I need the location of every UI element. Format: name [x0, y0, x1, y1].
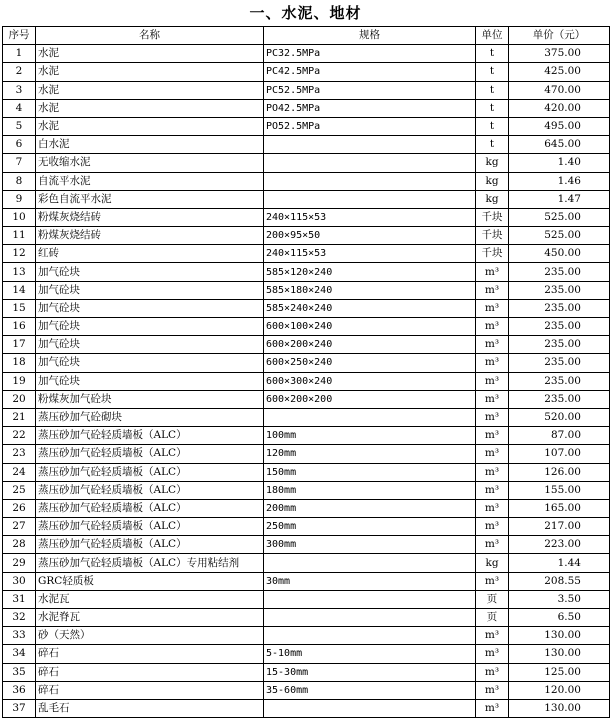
- price-table: [2, 26, 610, 718]
- cell-spec: 585×120×240: [264, 263, 476, 281]
- table-row: [3, 63, 610, 81]
- cell-unit: t: [476, 136, 509, 154]
- cell-unit: m³: [476, 372, 509, 390]
- cell-unit: m³: [476, 536, 509, 554]
- cell-spec: [264, 609, 476, 627]
- cell-name: 水泥: [36, 63, 264, 81]
- cell-name: 水泥: [36, 117, 264, 135]
- cell-spec: PC52.5MPa: [264, 81, 476, 99]
- cell-price: 155.00: [509, 481, 610, 499]
- table-row: [3, 590, 610, 608]
- cell-spec: 100mm: [264, 427, 476, 445]
- cell-unit: 千块: [476, 227, 509, 245]
- cell-index: 7: [3, 154, 36, 172]
- cell-unit: 页: [476, 609, 509, 627]
- cell-name: GRC轻质板: [36, 572, 264, 590]
- cell-spec: 600×200×200: [264, 390, 476, 408]
- cell-price: 120.00: [509, 681, 610, 699]
- cell-name: 粉煤灰烧结砖: [36, 208, 264, 226]
- cell-name: 无收缩水泥: [36, 154, 264, 172]
- cell-unit: kg: [476, 172, 509, 190]
- cell-unit: kg: [476, 190, 509, 208]
- cell-spec: 300mm: [264, 536, 476, 554]
- cell-name: 蒸压砂加气砼轻质墙板（ALC）专用粘结剂: [36, 554, 264, 572]
- header-spec: 规格: [264, 27, 476, 45]
- cell-spec: PC32.5MPa: [264, 45, 476, 63]
- table-row: [3, 554, 610, 572]
- cell-unit: m³: [476, 354, 509, 372]
- cell-unit: m³: [476, 681, 509, 699]
- cell-name: 白水泥: [36, 136, 264, 154]
- cell-name: 粉煤灰加气砼块: [36, 390, 264, 408]
- cell-spec: 200mm: [264, 499, 476, 517]
- cell-price: 217.00: [509, 518, 610, 536]
- cell-unit: m³: [476, 318, 509, 336]
- cell-name: 加气砼块: [36, 372, 264, 390]
- cell-unit: t: [476, 63, 509, 81]
- table-row: [3, 609, 610, 627]
- header-unit: 单位: [476, 27, 509, 45]
- cell-index: 9: [3, 190, 36, 208]
- cell-index: 22: [3, 427, 36, 445]
- cell-price: 1.47: [509, 190, 610, 208]
- cell-price: 520.00: [509, 408, 610, 426]
- table-row: [3, 681, 610, 699]
- cell-price: 165.00: [509, 499, 610, 517]
- cell-name: 加气砼块: [36, 354, 264, 372]
- cell-name: 蒸压砂加气砼轻质墙板（ALC）: [36, 536, 264, 554]
- cell-name: 碎石: [36, 681, 264, 699]
- cell-name: 水泥: [36, 99, 264, 117]
- table-row: [3, 518, 610, 536]
- cell-spec: [264, 190, 476, 208]
- cell-price: 6.50: [509, 609, 610, 627]
- cell-price: 1.40: [509, 154, 610, 172]
- table-row: [3, 645, 610, 663]
- table-row: [3, 354, 610, 372]
- cell-index: 34: [3, 645, 36, 663]
- cell-spec: [264, 154, 476, 172]
- cell-price: 130.00: [509, 645, 610, 663]
- cell-spec: 600×100×240: [264, 318, 476, 336]
- cell-unit: 千块: [476, 208, 509, 226]
- cell-index: 3: [3, 81, 36, 99]
- cell-name: 蒸压砂加气砼轻质墙板（ALC）: [36, 427, 264, 445]
- cell-price: 420.00: [509, 99, 610, 117]
- cell-unit: m³: [476, 281, 509, 299]
- table-row: [3, 299, 610, 317]
- cell-price: 107.00: [509, 445, 610, 463]
- cell-name: 加气砼块: [36, 263, 264, 281]
- cell-unit: t: [476, 99, 509, 117]
- cell-name: 蒸压砂加气砼砌块: [36, 408, 264, 426]
- cell-unit: m³: [476, 263, 509, 281]
- table-row: [3, 499, 610, 517]
- cell-name: 红砖: [36, 245, 264, 263]
- cell-unit: m³: [476, 463, 509, 481]
- cell-index: 19: [3, 372, 36, 390]
- table-row: [3, 390, 610, 408]
- cell-index: 4: [3, 99, 36, 117]
- cell-spec: [264, 627, 476, 645]
- table-row: [3, 699, 610, 717]
- cell-unit: m³: [476, 481, 509, 499]
- cell-price: 235.00: [509, 281, 610, 299]
- cell-unit: 页: [476, 590, 509, 608]
- cell-unit: m³: [476, 663, 509, 681]
- cell-name: 自流平水泥: [36, 172, 264, 190]
- cell-index: 6: [3, 136, 36, 154]
- cell-index: 12: [3, 245, 36, 263]
- table-row: [3, 318, 610, 336]
- cell-spec: 250mm: [264, 518, 476, 536]
- cell-index: 28: [3, 536, 36, 554]
- cell-index: 15: [3, 299, 36, 317]
- cell-name: 加气砼块: [36, 318, 264, 336]
- cell-name: 水泥瓦: [36, 590, 264, 608]
- cell-spec: 240×115×53: [264, 245, 476, 263]
- cell-spec: 240×115×53: [264, 208, 476, 226]
- cell-spec: [264, 699, 476, 717]
- cell-price: 425.00: [509, 63, 610, 81]
- table-row: [3, 136, 610, 154]
- table-row: [3, 481, 610, 499]
- table-row: [3, 663, 610, 681]
- cell-price: 235.00: [509, 354, 610, 372]
- cell-index: 14: [3, 281, 36, 299]
- cell-price: 645.00: [509, 136, 610, 154]
- table-row: [3, 45, 610, 63]
- table-row: [3, 208, 610, 226]
- cell-unit: t: [476, 117, 509, 135]
- cell-unit: 千块: [476, 245, 509, 263]
- cell-price: 130.00: [509, 627, 610, 645]
- cell-unit: m³: [476, 336, 509, 354]
- table-row: [3, 281, 610, 299]
- cell-price: 3.50: [509, 590, 610, 608]
- cell-index: 21: [3, 408, 36, 426]
- cell-spec: [264, 590, 476, 608]
- cell-spec: [264, 408, 476, 426]
- cell-unit: m³: [476, 518, 509, 536]
- cell-spec: 600×200×240: [264, 336, 476, 354]
- table-row: [3, 99, 610, 117]
- table-header-row: [3, 27, 610, 45]
- cell-name: 蒸压砂加气砼轻质墙板（ALC）: [36, 499, 264, 517]
- cell-unit: m³: [476, 645, 509, 663]
- cell-unit: kg: [476, 554, 509, 572]
- cell-index: 25: [3, 481, 36, 499]
- cell-unit: kg: [476, 154, 509, 172]
- cell-name: 加气砼块: [36, 336, 264, 354]
- table-row: [3, 263, 610, 281]
- cell-unit: m³: [476, 299, 509, 317]
- table-row: [3, 572, 610, 590]
- cell-index: 36: [3, 681, 36, 699]
- cell-name: 加气砼块: [36, 281, 264, 299]
- table-row: [3, 117, 610, 135]
- cell-name: 水泥脊瓦: [36, 609, 264, 627]
- page-title: 一、水泥、地材: [249, 4, 362, 22]
- cell-spec: 5-10mm: [264, 645, 476, 663]
- cell-index: 1: [3, 45, 36, 63]
- cell-index: 26: [3, 499, 36, 517]
- table-row: [3, 408, 610, 426]
- cell-price: 495.00: [509, 117, 610, 135]
- cell-spec: PO42.5MPa: [264, 99, 476, 117]
- cell-index: 29: [3, 554, 36, 572]
- cell-name: 蒸压砂加气砼轻质墙板（ALC）: [36, 518, 264, 536]
- cell-index: 16: [3, 318, 36, 336]
- cell-price: 125.00: [509, 663, 610, 681]
- cell-spec: [264, 172, 476, 190]
- cell-price: 450.00: [509, 245, 610, 263]
- cell-name: 碎石: [36, 663, 264, 681]
- cell-index: 35: [3, 663, 36, 681]
- cell-spec: 180mm: [264, 481, 476, 499]
- cell-price: 375.00: [509, 45, 610, 63]
- cell-name: 蒸压砂加气砼轻质墙板（ALC）: [36, 463, 264, 481]
- cell-unit: m³: [476, 627, 509, 645]
- cell-price: 1.44: [509, 554, 610, 572]
- cell-index: 31: [3, 590, 36, 608]
- cell-index: 2: [3, 63, 36, 81]
- cell-spec: 600×300×240: [264, 372, 476, 390]
- cell-index: 10: [3, 208, 36, 226]
- table-row: [3, 154, 610, 172]
- cell-index: 37: [3, 699, 36, 717]
- header-price: 单价（元）: [509, 27, 610, 45]
- cell-index: 32: [3, 609, 36, 627]
- cell-name: 碎石: [36, 645, 264, 663]
- cell-price: 235.00: [509, 318, 610, 336]
- cell-price: 130.00: [509, 699, 610, 717]
- table-row: [3, 190, 610, 208]
- cell-spec: 150mm: [264, 463, 476, 481]
- cell-spec: 585×180×240: [264, 281, 476, 299]
- cell-name: 水泥: [36, 45, 264, 63]
- cell-spec: 120mm: [264, 445, 476, 463]
- cell-unit: m³: [476, 445, 509, 463]
- cell-index: 30: [3, 572, 36, 590]
- cell-spec: PC42.5MPa: [264, 63, 476, 81]
- cell-unit: m³: [476, 499, 509, 517]
- header-index: 序号: [3, 27, 36, 45]
- header-name: 名称: [36, 27, 264, 45]
- table-row: [3, 372, 610, 390]
- table-row: [3, 336, 610, 354]
- cell-unit: m³: [476, 572, 509, 590]
- cell-spec: 15-30mm: [264, 663, 476, 681]
- table-row: [3, 463, 610, 481]
- cell-spec: [264, 136, 476, 154]
- cell-unit: m³: [476, 408, 509, 426]
- cell-price: 223.00: [509, 536, 610, 554]
- cell-price: 525.00: [509, 208, 610, 226]
- cell-unit: m³: [476, 390, 509, 408]
- cell-name: 砂（天然）: [36, 627, 264, 645]
- cell-name: 蒸压砂加气砼轻质墙板（ALC）: [36, 445, 264, 463]
- cell-price: 235.00: [509, 390, 610, 408]
- cell-index: 33: [3, 627, 36, 645]
- cell-name: 蒸压砂加气砼轻质墙板（ALC）: [36, 481, 264, 499]
- cell-unit: t: [476, 45, 509, 63]
- cell-name: 加气砼块: [36, 299, 264, 317]
- cell-index: 5: [3, 117, 36, 135]
- cell-spec: 585×240×240: [264, 299, 476, 317]
- cell-index: 13: [3, 263, 36, 281]
- cell-price: 208.55: [509, 572, 610, 590]
- table-row: [3, 627, 610, 645]
- table-row: [3, 427, 610, 445]
- cell-index: 24: [3, 463, 36, 481]
- cell-index: 8: [3, 172, 36, 190]
- cell-name: 彩色自流平水泥: [36, 190, 264, 208]
- cell-price: 87.00: [509, 427, 610, 445]
- cell-spec: 30mm: [264, 572, 476, 590]
- cell-unit: t: [476, 81, 509, 99]
- cell-price: 1.46: [509, 172, 610, 190]
- cell-price: 235.00: [509, 299, 610, 317]
- cell-price: 235.00: [509, 263, 610, 281]
- cell-spec: [264, 554, 476, 572]
- cell-spec: 35-60mm: [264, 681, 476, 699]
- cell-unit: m³: [476, 427, 509, 445]
- cell-price: 235.00: [509, 372, 610, 390]
- cell-index: 27: [3, 518, 36, 536]
- cell-index: 20: [3, 390, 36, 408]
- cell-price: 126.00: [509, 463, 610, 481]
- table-row: [3, 81, 610, 99]
- cell-spec: PO52.5MPa: [264, 117, 476, 135]
- table-row: [3, 536, 610, 554]
- cell-spec: 600×250×240: [264, 354, 476, 372]
- table-row: [3, 227, 610, 245]
- table-row: [3, 245, 610, 263]
- cell-price: 525.00: [509, 227, 610, 245]
- cell-unit: m³: [476, 699, 509, 717]
- cell-index: 17: [3, 336, 36, 354]
- cell-name: 粉煤灰烧结砖: [36, 227, 264, 245]
- table-row: [3, 172, 610, 190]
- cell-spec: 200×95×50: [264, 227, 476, 245]
- cell-price: 235.00: [509, 336, 610, 354]
- cell-index: 18: [3, 354, 36, 372]
- cell-index: 23: [3, 445, 36, 463]
- table-row: [3, 445, 610, 463]
- cell-name: 乱毛石: [36, 699, 264, 717]
- cell-index: 11: [3, 227, 36, 245]
- cell-price: 470.00: [509, 81, 610, 99]
- cell-name: 水泥: [36, 81, 264, 99]
